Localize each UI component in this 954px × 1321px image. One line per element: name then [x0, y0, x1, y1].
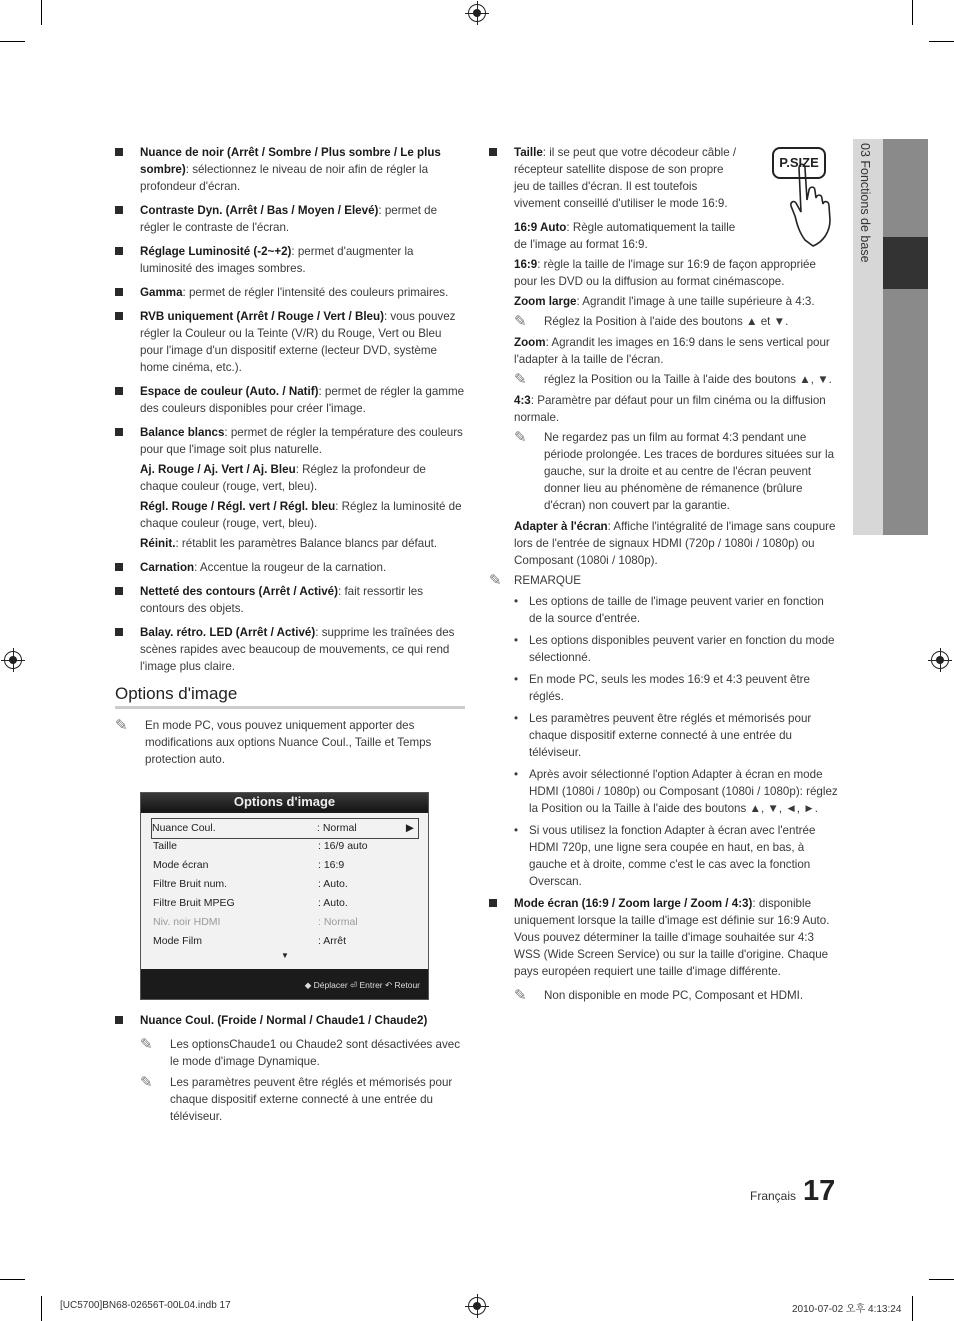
- option-label: Contraste Dyn. (Arrêt / Bas / Moyen / Elevé): [140, 204, 379, 217]
- option-item: [115, 308, 465, 376]
- option-text: [140, 308, 465, 376]
- option-label: Nuance de noir (Arrêt / Sombre / Plus sombre / Le plus sombre): [140, 146, 441, 176]
- psize-button-icon: P.SIZE: [772, 147, 826, 179]
- list-item: [514, 593, 839, 627]
- left-column: [115, 144, 465, 772]
- nuance-item: Nuance Coul. (Froide / Normal / Chaude1 / Chaude2): [115, 1012, 465, 1029]
- crop-mark: [0, 1279, 25, 1280]
- tv-menu-row-label: Mode écran: [153, 859, 209, 871]
- option-text: [140, 535, 465, 552]
- list-item: [514, 671, 839, 705]
- list-item-text: Si vous utilisez la fonction Adapter à écran avec l'entrée HDMI 720p, une ligne sera coupée en haut, en bas, à gauche et à droite, comme c'est le cas avec la fonction Overscan.: [529, 824, 816, 888]
- option-label: Netteté des contours (Arrêt / Activé): [140, 585, 338, 598]
- taille-option-label: 4:3: [514, 394, 531, 407]
- option-text: [140, 424, 465, 458]
- taille-option-label: Adapter à l'écran: [514, 520, 608, 533]
- note-icon: ✎: [140, 1074, 153, 1091]
- tv-menu-row[interactable]: [153, 837, 419, 856]
- option-text: [140, 498, 465, 532]
- section-title: Options d'image: [115, 685, 465, 709]
- option-item: [115, 144, 465, 195]
- bullet-icon: •: [514, 768, 519, 781]
- list-item-text: Après avoir sélectionné l'option Adapter à écran en mode HDMI (1080i / 1080p) ou Composant (1080i / 1080p): réglez la Position ou la Taille à l'aide des boutons ▲, ▼, ◄, ►.: [529, 768, 838, 815]
- tv-menu-row-label: Filtre Bruit MPEG: [153, 897, 235, 909]
- taille-option-desc: : Affiche l'intégralité de l'image sans coupure lors de l'entrée de signaux HDMI (720p / 1080i / 1080p) ou Composant (1080i / 1080p).: [514, 520, 836, 567]
- crop-mark: [912, 0, 913, 25]
- tv-menu-footer: ◆ Déplacer ⏎ Entrer ↶ Retour: [304, 980, 420, 990]
- note: [514, 313, 839, 330]
- footer-file: [UC5700]BN68-02656T-00L04.indb 17: [60, 1300, 231, 1311]
- tv-menu-row-label: Filtre Bruit num.: [153, 878, 228, 890]
- note-text: Ne regardez pas un film au format 4:3 pendant une période prolongée. Les traces de bordures situées sur la gauche, sur la droite et au centre de l'écran peuvent donner lieu au phénomène de rémanence (brûlure d'écran) non couvert par la garantie.: [544, 431, 835, 512]
- taille-option-label: Zoom: [514, 336, 546, 349]
- option-item: [115, 202, 465, 236]
- bullet-square-icon: [115, 1016, 123, 1024]
- bullet-square-icon: [115, 563, 123, 571]
- bullet-icon: •: [514, 824, 519, 837]
- page-language: Français: [750, 1189, 797, 1203]
- list-item-text: En mode PC, seuls les modes 16:9 et 4:3 peuvent être réglés.: [529, 673, 810, 703]
- registration-mark-icon: [931, 651, 949, 669]
- option-text: [140, 461, 465, 495]
- option-item: [115, 243, 465, 277]
- option-desc: : permet de régler l'intensité des couleurs primaires.: [182, 286, 449, 299]
- registration-mark-icon: [468, 1297, 486, 1315]
- bullet-square-icon: [115, 628, 123, 636]
- tv-menu-row-value: : Auto.: [318, 878, 348, 890]
- list-item: [514, 766, 839, 817]
- bullet-square-icon: [115, 428, 123, 436]
- note-icon: ✎: [489, 572, 502, 589]
- registration-mark-icon: [4, 651, 22, 669]
- bullet-square-icon: [115, 387, 123, 395]
- note-text: Réglez la Position à l'aide des boutons ▲ et ▼.: [544, 315, 789, 328]
- tv-menu-row-value: : Auto.: [318, 897, 348, 909]
- option-text: [140, 624, 465, 675]
- tv-menu-row-value: : 16:9: [318, 859, 345, 871]
- option-label: Balance blancs: [140, 426, 225, 439]
- bullet-icon: •: [514, 634, 519, 647]
- option-label: Aj. Rouge / Aj. Vert / Aj. Bleu: [140, 463, 296, 476]
- option-text: [140, 284, 465, 301]
- tv-menu-row-label: Nuance Coul.: [152, 822, 216, 834]
- crop-mark: [41, 0, 42, 25]
- more-arrow-icon: ▼: [281, 951, 289, 960]
- tab-bar: [883, 139, 928, 535]
- option-desc: : Accentue la rougeur de la carnation.: [194, 561, 387, 574]
- remarque-list: [489, 593, 839, 890]
- list-item-text: Les options disponibles peuvent varier en fonction du mode sélectionné.: [529, 634, 835, 664]
- taille-option-label: 16:9 Auto: [514, 221, 567, 234]
- tab-marker: [883, 237, 928, 289]
- option-text: [140, 144, 465, 195]
- option-label: RVB uniquement (Arrêt / Rouge / Vert / Bleu): [140, 310, 384, 323]
- tv-menu-title: Options d'image: [141, 793, 428, 811]
- option-text: [140, 583, 465, 617]
- taille-option: [514, 334, 839, 368]
- nuance-notes: [115, 1036, 465, 1125]
- note: [514, 371, 839, 388]
- tv-menu-row[interactable]: [153, 913, 419, 932]
- note: [514, 429, 839, 514]
- option-text: [140, 383, 465, 417]
- option-desc: : permet de régler la gamme des couleurs disponibles pour créer l'image.: [140, 385, 465, 415]
- tv-menu: [140, 792, 429, 1000]
- list-item: [514, 710, 839, 761]
- taille-option-label: Zoom large: [514, 295, 577, 308]
- option-label: Régl. Rouge / Régl. vert / Régl. bleu: [140, 500, 336, 513]
- option-desc: : supprime les traînées des scènes rapides avec beaucoup de mouvements, ce qui rend l'image plus claire.: [140, 626, 455, 673]
- note: [140, 1074, 465, 1125]
- option-desc: : Réglez la luminosité de chaque couleur (rouge, vert, bleu).: [140, 500, 462, 530]
- taille-option: [514, 293, 839, 310]
- tv-menu-row[interactable]: [151, 818, 419, 839]
- tv-menu-row-label: Mode Film: [153, 935, 203, 947]
- option-item: [115, 624, 465, 675]
- option-desc: : permet de régler le contraste de l'écran.: [140, 204, 438, 234]
- taille-option-desc: : Règle automatiquement la taille de l'image au format 16:9.: [514, 221, 736, 251]
- mode-item: Mode écran (16:9 / Zoom large / Zoom / 4:3): disponible uniquement lorsque la taille d'image est définie sur 16:9 Auto. Vous pouvez déterminer la taille d'image souhaitée sur 4:3 WSS (Wide Screen Service) ou sur la taille d'origine. Chaque pays européen requiert une taille d'image différente.: [489, 895, 839, 980]
- bullet-square-icon: [115, 206, 123, 214]
- option-label: Gamma: [140, 286, 183, 299]
- bullet-square-icon: [115, 247, 123, 255]
- note-icon: ✎: [514, 371, 527, 388]
- list-item-text: Les paramètres peuvent être réglés et mémorisés pour chaque dispositif externe connecté à une entrée du téléviseur.: [529, 712, 812, 759]
- arrow-right-icon: ▶: [405, 822, 414, 834]
- option-item: [115, 424, 465, 552]
- option-item: [115, 559, 465, 576]
- tv-menu-row-label: Niv. noir HDMI: [153, 916, 221, 928]
- option-desc: : permet d'augmenter la luminosité des images sombres.: [140, 245, 414, 275]
- bullet-square-icon: [115, 312, 123, 320]
- registration-mark-icon: [468, 4, 486, 22]
- taille-option-desc: : règle la taille de l'image sur 16:9 de façon appropriée pour les DVD ou la diffusion au format cinémascope.: [514, 258, 816, 288]
- bullet-square-icon: [489, 899, 497, 907]
- option-desc: : sélectionnez le niveau de noir afin de régler la profondeur d'écran.: [140, 163, 429, 193]
- option-text: [140, 559, 465, 576]
- option-desc: : vous pouvez régler la Couleur ou la Teinte (V/R) du Rouge, Vert ou Bleu pour l'image d'un dispositif externe (lecteur DVD, système home cinéma, etc.).: [140, 310, 456, 374]
- option-label: Réinit.: [140, 537, 176, 550]
- option-text: [140, 243, 465, 277]
- option-item: [115, 284, 465, 301]
- tv-menu-row-value: : 16/9 auto: [318, 840, 368, 852]
- remarque: ✎ REMARQUE: [489, 572, 581, 589]
- taille-item: Taille: il se peut que votre décodeur câble / récepteur satellite dispose de son propre jeu de tailles d'écran. Il est toutefois vivement conseillé d'utiliser le mode 16:9.: [489, 144, 839, 212]
- note-icon: ✎: [514, 987, 527, 1004]
- nuance-section: [115, 1012, 465, 1129]
- taille-option: [514, 518, 839, 569]
- option-item: [115, 383, 465, 417]
- crop-mark: [929, 1279, 954, 1280]
- list-item: [514, 822, 839, 890]
- note-text: réglez la Position ou la Taille à l'aide des boutons ▲, ▼.: [544, 373, 832, 386]
- hand-pointer-icon: [785, 160, 845, 250]
- tv-menu-panel: [141, 813, 428, 969]
- taille-option-desc: : Paramètre par défaut pour un film cinéma ou la diffusion normale.: [514, 394, 826, 424]
- tv-menu-row[interactable]: [153, 856, 419, 875]
- option-label: Espace de couleur (Auto. / Natif): [140, 385, 319, 398]
- right-column: [489, 144, 839, 1008]
- note-icon: ✎: [514, 313, 527, 330]
- taille-options: [489, 219, 839, 569]
- note-text: Les optionsChaude1 ou Chaude2 sont désactivées avec le mode d'image Dynamique.: [170, 1038, 461, 1068]
- list-item: [514, 632, 839, 666]
- tv-menu-row[interactable]: [153, 875, 419, 894]
- bullet-square-icon: [115, 148, 123, 156]
- option-desc: : permet de régler la température des couleurs pour que l'image soit plus naturelle.: [140, 426, 463, 456]
- option-label: Carnation: [140, 561, 195, 574]
- note-icon: ✎: [514, 429, 527, 446]
- option-label: Réglage Luminosité (-2~+2): [140, 245, 292, 258]
- tv-menu-row-value: : Normal: [318, 916, 358, 928]
- chapter-label: 03 Fonctions de base: [858, 143, 872, 263]
- bullet-icon: •: [514, 712, 519, 725]
- section-note: ✎ En mode PC, vous pouvez uniquement apporter des modifications aux options Nuance Coul., Taille et Temps protection auto.: [115, 717, 432, 766]
- option-desc: : fait ressortir les contours des objets.: [140, 585, 424, 615]
- tv-menu-row[interactable]: [153, 894, 419, 913]
- crop-mark: [41, 1296, 42, 1321]
- page-number: 17: [803, 1175, 836, 1207]
- taille-option: [514, 256, 839, 290]
- tv-menu-row-label: Taille: [153, 840, 177, 852]
- crop-mark: [912, 1296, 913, 1321]
- list-item-text: Les options de taille de l'image peuvent varier en fonction de la source d'entrée.: [529, 595, 824, 625]
- note: [140, 1036, 465, 1070]
- tv-menu-row[interactable]: [153, 932, 419, 951]
- option-desc: : rétablit les paramètres Balance blancs par défaut.: [175, 537, 438, 550]
- tv-menu-row-value: : Normal: [317, 822, 357, 834]
- taille-option-label: 16:9: [514, 258, 538, 271]
- footer-date: 2010-07-02 오후 4:13:24: [792, 1304, 902, 1315]
- option-text: [140, 202, 465, 236]
- note-icon: ✎: [140, 1036, 153, 1053]
- bullet-square-icon: [115, 587, 123, 595]
- taille-option: [514, 392, 839, 426]
- option-label: Balay. rétro. LED (Arrêt / Activé): [140, 626, 316, 639]
- taille-option-desc: : Agrandit l'image à une taille supérieure à 4:3.: [576, 295, 815, 308]
- note-text: Les paramètres peuvent être réglés et mémorisés pour chaque dispositif externe connecté à une entrée du téléviseur.: [170, 1076, 453, 1123]
- bullet-square-icon: [115, 288, 123, 296]
- bullet-square-icon: [489, 148, 497, 156]
- option-desc: : Réglez la profondeur de chaque couleur (rouge, vert, bleu).: [140, 463, 426, 493]
- mode-note: ✎ Non disponible en mode PC, Composant et HDMI.: [514, 987, 804, 1004]
- crop-mark: [0, 41, 25, 42]
- tv-menu-row-value: : Arrêt: [318, 935, 347, 947]
- bullet-icon: •: [514, 673, 519, 686]
- chapter-tab: [853, 139, 928, 535]
- bullet-icon: •: [514, 595, 519, 608]
- option-item: [115, 583, 465, 617]
- crop-mark: [929, 41, 954, 42]
- note-icon: ✎: [115, 717, 128, 734]
- left-items: [115, 144, 465, 675]
- taille-option-desc: : Agrandit les images en 16:9 dans le sens vertical pour l'adapter à la taille de l'écran.: [514, 336, 830, 366]
